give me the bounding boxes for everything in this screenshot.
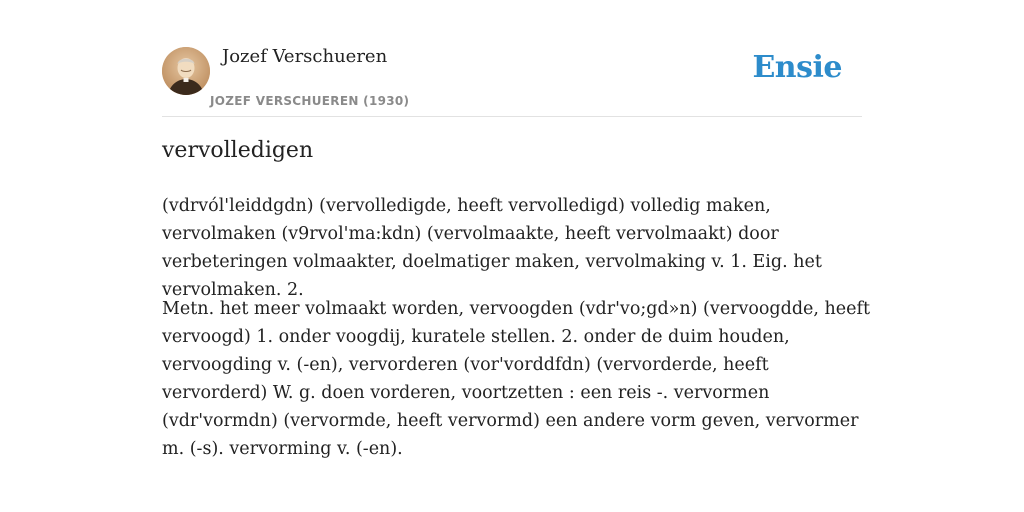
source-label[interactable]: JOZEF VERSCHUEREN (1930) xyxy=(210,94,410,108)
author-avatar[interactable] xyxy=(162,47,210,95)
entry-title: vervolledigen xyxy=(162,138,314,163)
header xyxy=(162,44,862,117)
author-name[interactable]: Jozef Verschueren xyxy=(222,46,388,67)
ensie-logo[interactable]: Ensie xyxy=(752,50,842,85)
author-portrait-icon xyxy=(162,47,210,95)
entry-paragraph: (vdrvól'leiddgdn) (vervolledigde, heeft vervolledigd) volledig maken, vervolmaken (v9rvol'ma:kdn) (vervolmaakte, heeft vervolmaakt) door verbeteringen volmaakter, doelmatiger maken, vervolmaking v. 1. Eig. het vervolmaken. 2. xyxy=(162,196,822,300)
entry-paragraph: Metn. het meer volmaakt worden, vervoogden (vdr'vo;gd»n) (vervoogdde, heeft vervoogd) 1. onder voogdij, kuratele stellen. 2. onder de duim houden, vervoogding v. (-en), vervorderen (vor'vorddfdn) (vervorderde, heeft vervorderd) W. g. doen vorderen, voortzetten : een reis -. vervormen (vdr'vormdn) (vervormde, heeft vervormd) een andere vorm geven, vervormer m. (-s). vervorming v. (-en). xyxy=(162,299,870,459)
